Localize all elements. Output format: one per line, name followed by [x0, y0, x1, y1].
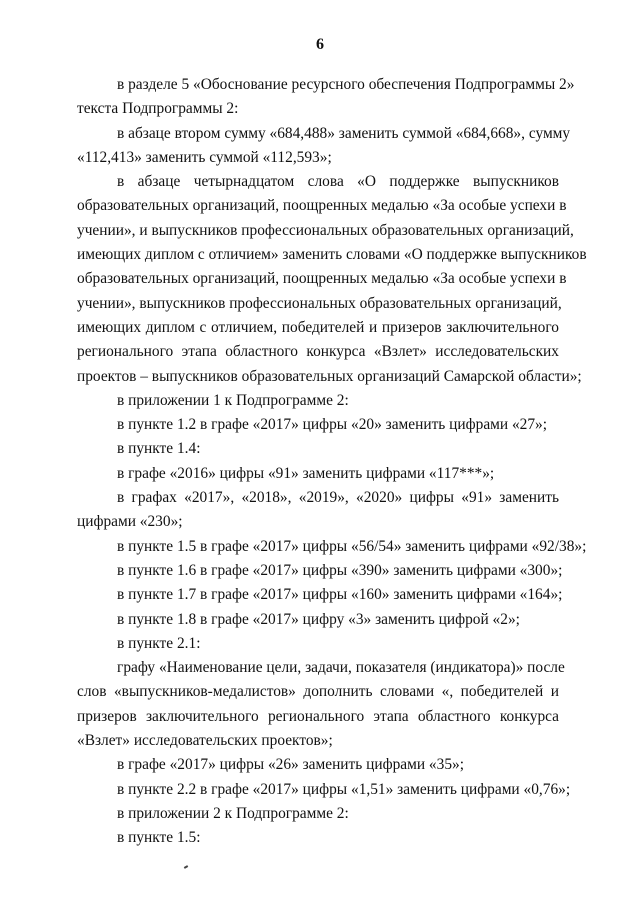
- text-line: в абзаце втором сумму «684,488» заменить суммой «684,668», сумму: [117, 124, 571, 142]
- text-line: регионального этапа областного конкурса «Взлет» исследовательских: [77, 343, 559, 361]
- text-line: в приложении 1 к Подпрограмме 2:: [117, 391, 349, 409]
- text-line: имеющих диплом с отличием» заменить словами «О поддержке выпускников: [77, 246, 587, 264]
- text-line: призеров заключительного регионального этапа областного конкурса: [77, 707, 559, 725]
- text-line: образовательных организаций, поощренных медалью «За особые успехи в: [77, 270, 567, 288]
- text-line: учении», и выпускников профессиональных образовательных организаций,: [77, 221, 574, 239]
- text-line: в пункте 1.7 в графе «2017» цифры «160» заменить цифрами «164»;: [117, 586, 563, 604]
- text-line: текста Подпрограммы 2:: [77, 100, 239, 118]
- text-line: в пункте 1.5:: [117, 829, 201, 847]
- text-line: в графе «2017» цифры «26» заменить цифрами «35»;: [117, 756, 464, 774]
- text-line: в пункте 1.2 в графе «2017» цифры «20» заменить цифрами «27»;: [117, 416, 548, 434]
- text-line: в пункте 1.8 в графе «2017» цифру «3» заменить цифрой «2»;: [117, 610, 520, 628]
- text-line: «Взлет» исследовательских проектов»;: [77, 732, 333, 750]
- text-line: в разделе 5 «Обоснование ресурсного обеспечения Подпрограммы 2»: [117, 76, 575, 93]
- text-line: в приложении 2 к Подпрограмме 2:: [117, 804, 349, 822]
- text-line: в абзаце четырнадцатом слова «О поддержке выпускников: [117, 173, 559, 191]
- text-line: проектов – выпускников образовательных организаций Самарской области»;: [77, 367, 582, 385]
- text-line: в пункте 1.4:: [117, 440, 201, 458]
- text-line: учении», выпускников профессиональных образовательных организаций,: [77, 294, 562, 312]
- text-line: слов «выпускников-медалистов» дополнить словами «, победителей и: [77, 683, 559, 701]
- text-line: в графах «2017», «2018», «2019», «2020» цифры «91» заменить: [117, 489, 559, 507]
- text-line: в пункте 1.5 в графе «2017» цифры «56/54» заменить цифрами «92/38»;: [117, 537, 587, 555]
- text-line: в пункте 1.6 в графе «2017» цифры «390» заменить цифрами «300»;: [117, 561, 563, 579]
- scan-speck: [184, 865, 188, 869]
- page-number: 6: [316, 36, 324, 53]
- text-line: имеющих диплом с отличием, победителей и призеров заключительного: [77, 318, 559, 336]
- text-line: в графе «2016» цифры «91» заменить цифрами «117***»;: [117, 464, 495, 482]
- document-body: [77, 73, 587, 851]
- text-line: в пункте 2.2 в графе «2017» цифры «1,51» заменить цифрами «0,76»;: [117, 780, 571, 798]
- text-line: графу «Наименование цели, задачи, показателя (индикатора)» после: [117, 659, 565, 677]
- text-line: цифрами «230»;: [77, 513, 183, 531]
- text-line: «112,413» заменить суммой «112,593»;: [77, 148, 332, 166]
- text-line: образовательных организаций, поощренных медалью «За особые успехи в: [77, 197, 567, 215]
- text-line: в пункте 2.1:: [117, 634, 201, 652]
